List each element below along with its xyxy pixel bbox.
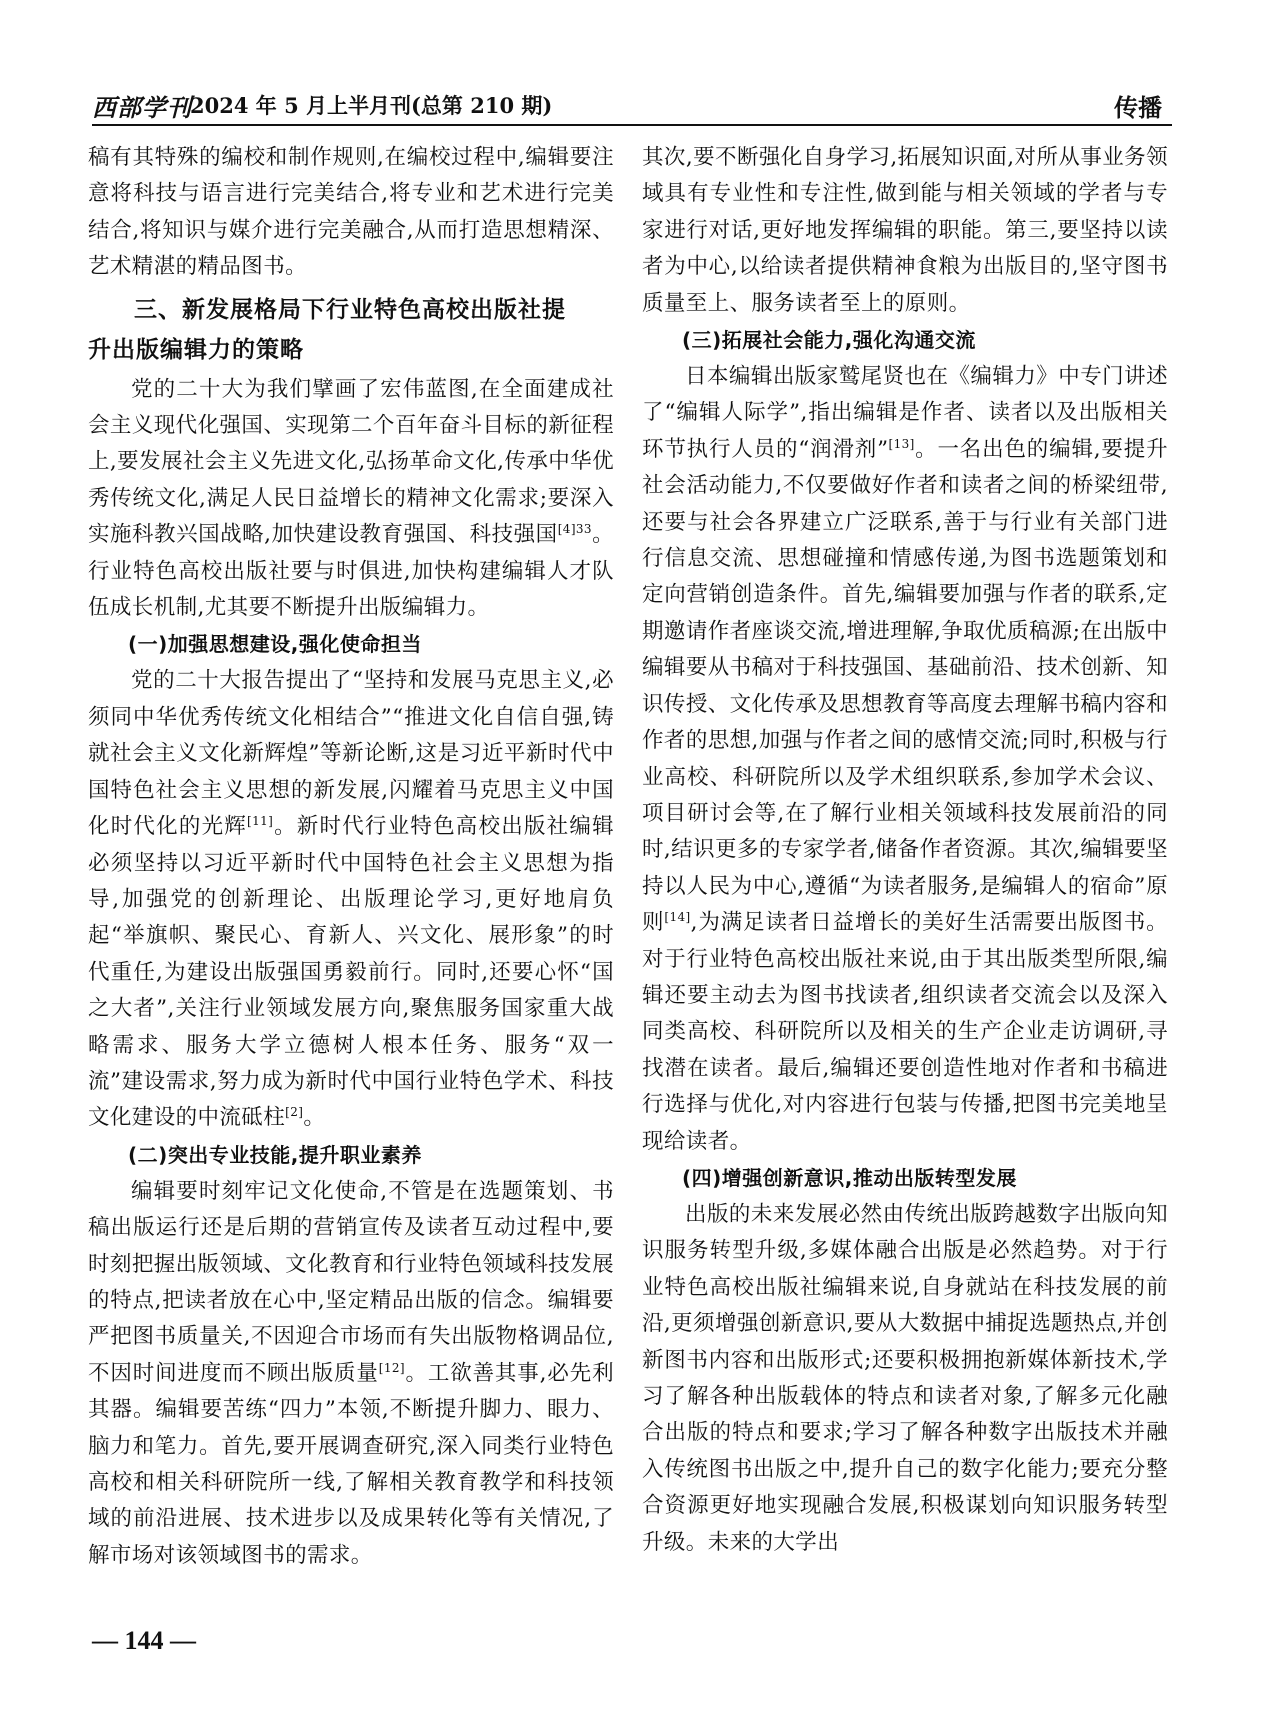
paragraph [88, 372, 614, 627]
citation: [11] [247, 813, 274, 828]
journal-issue: 2024 年 5 月上半月刊(总第 210 期) [190, 93, 553, 118]
page-number: — 144 — [92, 1626, 196, 1655]
subsection-heading: (一)加强思想建设,强化使命担当 [128, 632, 422, 657]
paragraph [88, 663, 614, 1136]
text-run: 编辑要时刻牢记文化使命,不管是在选题策划、书稿出版运行还是后期的营销宣传及读者互动过程中,要时刻把握出版领域、文化教育和行业特色领域科技发展的特点,把读者放在心中,坚定精品出版的信念。编辑要严把图书质量关,不因迎合市场而有失出版物格调品位,不因时间进度而不顾出版质量 [88, 1178, 614, 1386]
text-run: 。一名出色的编辑,要提升社会活动能力,不仅要做好作者和读者之间的桥梁纽带,还要与社会各界建立广泛联系,善于与行业有关部门进行信息交流、思想碰撞和情感传递,为图书选题策划和定向营销创造条件。首先,编辑要加强与作者的联系,定期邀请作者座谈交流,增进理解,争取优质稿源;在出版中编辑要从书稿对于科技强国、基础前沿、技术创新、知识传授、文化传承及思想教育等高度去理解书稿内容和作者的思想,加强与作者之间的感情交流;同时,积极与行业高校、科研院所以及学术组织联系,参加学术会议、项目研讨会等,在了解行业相关领域科技发展前沿的同时,结识更多的专家学者,储备作者资源。其次,编辑要坚持以人民为中心,遵循“为读者服务,是编辑人的宿命”原则 [642, 436, 1168, 936]
subsection-heading: (四)增强创新意识,推动出版转型发展 [682, 1165, 1017, 1190]
citation: [13] [888, 436, 915, 451]
paragraph: 出版的未来发展必然由传统出版跨越数字出版向知识服务转型升级,多媒体融合出版是必然趋势。对于行业特色高校出版社编辑来说,自身就站在科技发展的前沿,更须增强创新意识,要从大数据中捕捉选题热点,并创新图书内容和出版形式;还要积极拥抱新媒体新技术,学习了解各种出版载体的特点和读者对象,了解多元化融合出版的特点和要求;学习了解各种数字出版技术并融入传统图书出版之中,提升自己的数字化能力;要充分整合资源更好地实现融合发展,积极谋划向知识服务转型升级。未来的大学出 [642, 1201, 1168, 1555]
paragraph [88, 1174, 614, 1574]
text-run: ,为满足读者日益增长的美好生活需要出版图书。对于行业特色高校出版社来说,由于其出版类型所限,编辑还要主动去为图书找读者,组织读者交流会以及深入同类高校、科研院所以及相关的生产企业走访调研,寻找潜在读者。最后,编辑还要创造性地对作者和书稿进行选择与优化,对内容进行包装与传播,把图书完美地呈现给读者。 [642, 910, 1168, 1154]
subsection-heading: (三)拓展社会能力,强化沟通交流 [682, 328, 976, 353]
paragraph: 其次,要不断强化自身学习,拓展知识面,对所从事业务领域具有专业性和专注性,做到能与相关领域的学者与专家进行对话,更好地发挥编辑的职能。第三,要坚持以读者为中心,以给读者提供精神食粮为出版目的,坚守图书质量至上、服务读者至上的原则。 [642, 145, 1168, 316]
citation: [12] [378, 1360, 405, 1375]
citation: [14] [664, 909, 691, 924]
section-heading-line: 三、新发展格局下行业特色高校出版社提 [134, 296, 566, 323]
text-run: 党的二十大为我们擘画了宏伟蓝图,在全面建成社会主义现代化强国、实现第二个百年奋斗目标的新征程上,要发展社会主义先进文化,弘扬革命文化,传承中华优秀传统文化,满足人民日益增长的精神文化需求;要深入实施科教兴国战略,加快建设教育强国、科技强国 [88, 376, 614, 548]
text-run: 党的二十大报告提出了“坚持和发展马克思主义,必须同中华优秀传统文化相结合”“推进文化自信自强,铸就社会主义文化新辉煌”等新论断,这是习近平新时代中国特色社会主义思想的新发展,闪耀着马克思主义中国化时代化的光辉 [88, 668, 614, 840]
section-name: 传播 [1114, 93, 1162, 122]
subsection-heading: (二)突出专业技能,提升职业素养 [128, 1142, 422, 1167]
section-heading-line: 升出版编辑力的策略 [88, 336, 304, 363]
right-column [642, 140, 1168, 1561]
text-run: 。 [303, 1105, 326, 1131]
paragraph: 稿有其特殊的编校和制作规则,在编校过程中,编辑要注意将科技与语言进行完美结合,将专业和艺术进行完美结合,将知识与媒介进行完美融合,从而打造思想精深、艺术精湛的精品图书。 [88, 145, 614, 280]
journal-logo: 西部学刊 [92, 93, 192, 122]
left-column [88, 140, 614, 1574]
citation: [2] [285, 1105, 304, 1120]
text-run: 。行业特色高校出版社要与时俱进,加快构建编辑人才队伍成长机制,尤其要不断提升出版编辑力。 [88, 522, 615, 621]
header-rule [92, 124, 1172, 126]
citation: [4]33 [557, 522, 592, 537]
text-run: 。工欲善其事,必先利其器。编辑要苦练“四力”本领,不断提升脚力、眼力、脑力和笔力。首先,要开展调查研究,深入同类行业特色高校和相关科研院所一线,了解相关教育教学和科技领域的前沿进展、技术进步以及成果转化等有关情况,了解市场对该领域图书的需求。 [88, 1360, 614, 1568]
running-header [92, 86, 1172, 126]
text-run: 。新时代行业特色高校出版社编辑必须坚持以习近平新时代中国特色社会主义思想为指导,加强党的创新理论、出版理论学习,更好地肩负起“举旗帜、聚民心、育新人、兴文化、展形象”的时代重任,为建设出版强国勇毅前行。同时,还要心怀“国之大者”,关注行业领域发展方向,聚焦服务国家重大战略需求、服务大学立德树人根本任务、服务“双一流”建设需求,努力成为新时代中国行业特色学术、科技文化建设的中流砥柱 [88, 814, 614, 1131]
section-heading [88, 290, 614, 370]
text-run: 日本编辑出版家鹫尾贤也在《编辑力》中专门讲述了“编辑人际学”,指出编辑是作者、读者以及出版相关环节执行人员的“润滑剂” [642, 364, 1168, 462]
paragraph [642, 359, 1168, 1160]
